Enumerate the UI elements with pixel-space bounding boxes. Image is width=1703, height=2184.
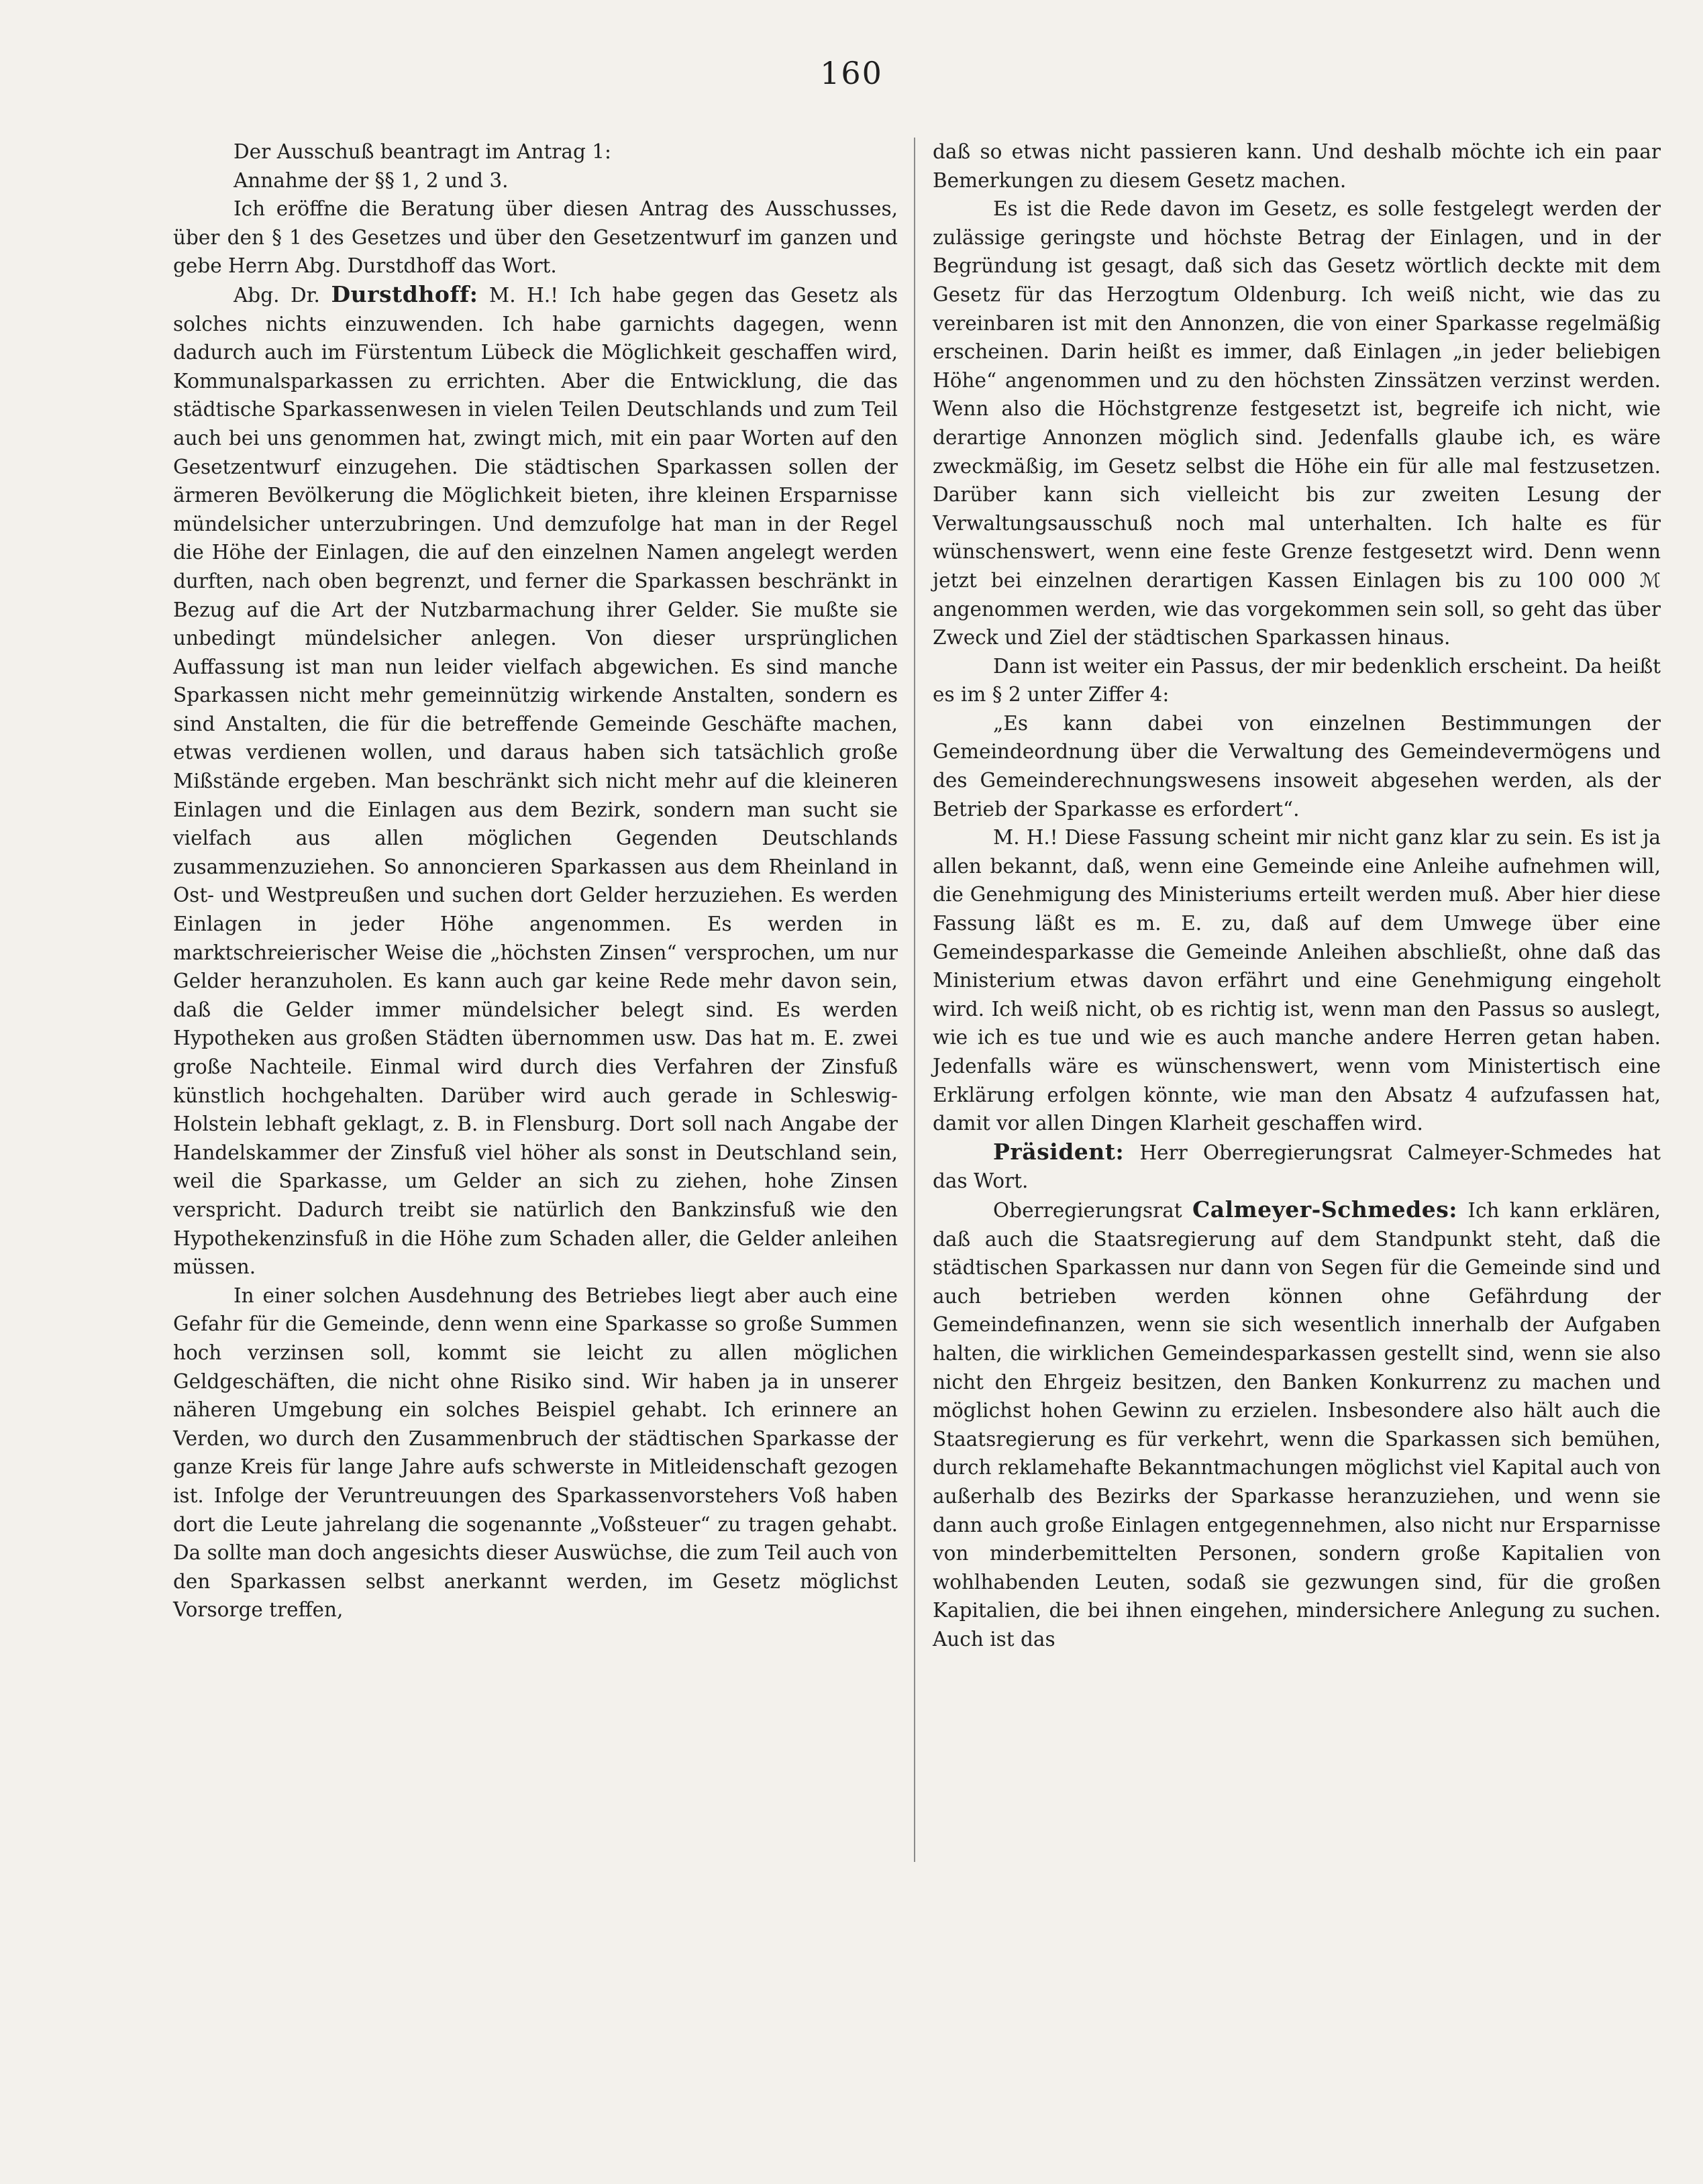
left-column	[173, 138, 898, 1624]
paragraph: M. H.! Diese Fassung scheint mir nicht ganz klar zu sein. Es ist ja allen bekannt, daß, wenn eine Gemeinde eine Anleihe aufnehmen will, die Genehmigung des Ministeriums erteilt werden muß. Aber hier diese Fassung läßt es m. E. zu, daß auf dem Umwege über eine Gemeindesparkasse die Gemeinde Anleihen abschließt, ohne daß das Ministerium etwas davon erfährt und eine Genehmigung eingeholt wird. Ich weiß nicht, ob es richtig ist, wenn man den Passus so auslegt, wie ich es tue und wie es auch manche andere Herren getan haben. Jedenfalls wäre es wünschenswert, wenn vom Ministertisch eine Erklärung erfolgen könnte, wie man den Absatz 4 aufzufassen hat, damit vor allen Dingen Klarheit geschaffen wird.	[933, 826, 1661, 1135]
speech-paragraph	[933, 1196, 1661, 1654]
speech-paragraph	[933, 1138, 1661, 1196]
paragraph: Ich eröffne die Beratung über diesen Antrag des Ausschusses, über den § 1 des Gesetzes und über den Gesetzentwurf im ganzen und gebe Herrn Abg. Durstdhoff das Wort.	[173, 197, 898, 278]
speaker-prefix: Oberregierungsrat	[993, 1198, 1182, 1222]
right-column	[933, 138, 1661, 1653]
paragraph: In einer solchen Ausdehnung des Betriebes liegt aber auch eine Gefahr für die Gemeinde, denn wenn eine Sparkasse so große Summen hoch verzinsen soll, kommt sie leicht zu allen möglichen Geldgeschäften, die nicht ohne Risiko sind. Wir haben ja in unserer näheren Umgebung ein solches Beispiel gehabt. Ich erinnere an Verden, wo durch den Zusammenbruch der städtischen Sparkasse der ganze Kreis für lange Jahre aufs schwerste in Mitleidenschaft gezogen ist. Infolge der Veruntreuungen des Sparkassenvorstehers Voß haben dort die Leute jahrelang die sogenannte „Voßsteuer“ zu tragen gehabt. Da sollte man doch angesichts dieser Auswüchse, die zum Teil auch von den Sparkassen selbst anerkannt werden, im Gesetz möglichst Vorsorge treffen,	[173, 1284, 898, 1622]
speech-paragraph	[173, 280, 898, 1282]
column-divider	[914, 138, 915, 1862]
paragraph: Der Ausschuß beantragt im Antrag 1:	[234, 140, 611, 163]
speaker-name: Präsident:	[993, 1138, 1125, 1165]
speaker-prefix: Abg. Dr.	[234, 283, 320, 307]
speech-text: Ich kann erklären, daß auch die Staatsregierung auf dem Standpunkt steht, daß die städtischen Sparkassen nur dann von Segen für die Gemeinde sind und auch betrieben werden können ohne Gefährdung der Gemeindefinanzen, wenn sie sich wesentlich innerhalb der Aufgaben halten, die wirklichen Gemeindesparkassen gestellt sind, wenn sie also nicht den Ehrgeiz besitzen, den Banken Konkurrenz zu machen und möglichst hohen Gewinn zu erzielen. Insbesondere also hält auch die Staatsregierung es für verkehrt, wenn die Sparkassen sich bemühen, durch reklamehafte Bekanntmachungen möglichst viel Kapital auch von außerhalb des Bezirks der Sparkasse heranzuziehen, und wenn sie dann auch große Einlagen entgegennehmen, also nicht nur Ersparnisse von minderbemittelten Personen, sondern große Kapitalien von wohlhabenden Leuten, sodaß sie gezwungen sind, für die großen Kapitalien, die bei ihnen eingehen, mindersichere Anlegung zu suchen. Auch ist das	[933, 1198, 1661, 1651]
page-number: 160	[820, 55, 883, 91]
speech-text: M. H.! Ich habe gegen das Gesetz als solches nichts einzuwenden. Ich habe garnichts dagegen, wenn dadurch auch im Fürstentum Lübeck die Möglichkeit geschaffen wird, Kommunalsparkassen zu errichten. Aber die Entwicklung, die das städtische Sparkassenwesen in vielen Teilen Deutschlands und zum Teil auch bei uns genommen hat, zwingt mich, mit ein paar Worten auf den Gesetzentwurf einzugehen. Die städtischen Sparkassen sollen der ärmeren Bevölkerung die Möglichkeit bieten, ihre kleinen Ersparnisse mündelsicher unterzubringen. Und demzufolge hat man in der Regel die Höhe der Einlagen, die auf den einzelnen Namen angelegt werden durften, nach oben begrenzt, und ferner die Sparkassen beschränkt in Bezug auf die Art der Nutzbarmachung ihrer Gelder. Sie mußte sie unbedingt mündelsicher anlegen. Von dieser ursprünglichen Auffassung ist man nun leider vielfach abgewichen. Es sind manche Sparkassen nicht mehr gemeinnützig wirkende Anstalten, sondern es sind Anstalten, die für die betreffende Gemeinde Geschäfte machen, etwas verdienen wollen, und daraus haben sich tatsächlich große Mißstände ergeben. Man beschränkt sich nicht mehr auf die kleineren Einlagen und die Einlagen aus dem Bezirk, sondern man sucht sie vielfach aus allen möglichen Gegenden Deutschlands zusammenzuziehen. So annoncieren Sparkassen aus dem Rheinland in Ost- und Westpreußen und suchen dort Gelder herzuziehen. Es werden Einlagen in jeder Höhe angenommen. Es werden in marktschreierischer Weise die „höchsten Zinsen“ versprochen, um nur Gelder heranzuholen. Es kann auch gar keine Rede mehr davon sein, daß die Gelder immer mündelsicher belegt sind. Es werden Hypotheken aus großen Städten übernommen usw. Das hat m. E. zwei große Nachteile. Einmal wird durch dies Verfahren der Zinsfuß künstlich hochgehalten. Darüber wird auch gerade in Schleswig-Holstein lebhaft geklagt, z. B. in Flensburg. Dort soll nach Angabe der Handelskammer der Zinsfuß viel höher als sonst in Deutschland sein, weil die Sparkasse, um Gelder an sich zu ziehen, hohe Zinsen verspricht. Dadurch treibt sie natürlich den Bankzinsfuß wie den Hypothekenzinsfuß in die Höhe zum Schaden aller, die Gelder anleihen müssen.	[173, 283, 898, 1279]
speech-text: Herr Oberregierungsrat Calmeyer-Schmedes hat das Wort.	[933, 1141, 1661, 1193]
quotation: „Es kann dabei von einzelnen Bestimmungen der Gemeindeordnung über die Verwaltung des Gemeindevermögens und des Gemeinderechnungswesens insoweit abgesehen werden, als der Betrieb der Sparkasse es erfordert“.	[933, 711, 1661, 821]
speaker-name: Durstdhoff:	[331, 280, 478, 307]
speaker-name: Calmeyer-Schmedes:	[1192, 1196, 1457, 1223]
paragraph: Annahme der §§ 1, 2 und 3.	[234, 168, 509, 192]
paragraph: daß so etwas nicht passieren kann. Und deshalb möchte ich ein paar Bemerkungen zu diesem Gesetz machen.	[933, 140, 1661, 192]
paragraph: Dann ist weiter ein Passus, der mir bedenklich erscheint. Da heißt es im § 2 unter Ziffer 4:	[933, 654, 1661, 707]
paragraph: Es ist die Rede davon im Gesetz, es solle festgelegt werden der zulässige geringste und höchste Betrag der Einlagen, und in der Begründung ist gesagt, daß sich das Gesetz wörtlich deckte mit dem Gesetz für das Herzogtum Oldenburg. Ich weiß nicht, wie das zu vereinbaren ist mit den Annonzen, die von einer Sparkasse regelmäßig erscheinen. Darin heißt es immer, daß Einlagen „in jeder beliebigen Höhe“ angenommen und zu den höchsten Zinssätzen verzinst werden. Wenn also die Höchstgrenze festgesetzt ist, begreife ich nicht, wie derartige Annonzen möglich sind. Jedenfalls glaube ich, es wäre zweckmäßig, im Gesetz selbst die Höhe ein für alle mal festzusetzen. Darüber kann sich vielleicht bis zur zweiten Lesung der Verwaltungsausschuß noch mal unterhalten. Ich halte es für wünschenswert, wenn eine feste Grenze festgesetzt wird. Denn wenn jetzt bei einzelnen derartigen Kassen Einlagen bis zu 100 000 ℳ angenommen werden, wie das vorgekommen sein soll, so geht das über Zweck und Ziel der städtischen Sparkassen hinaus.	[933, 197, 1661, 649]
